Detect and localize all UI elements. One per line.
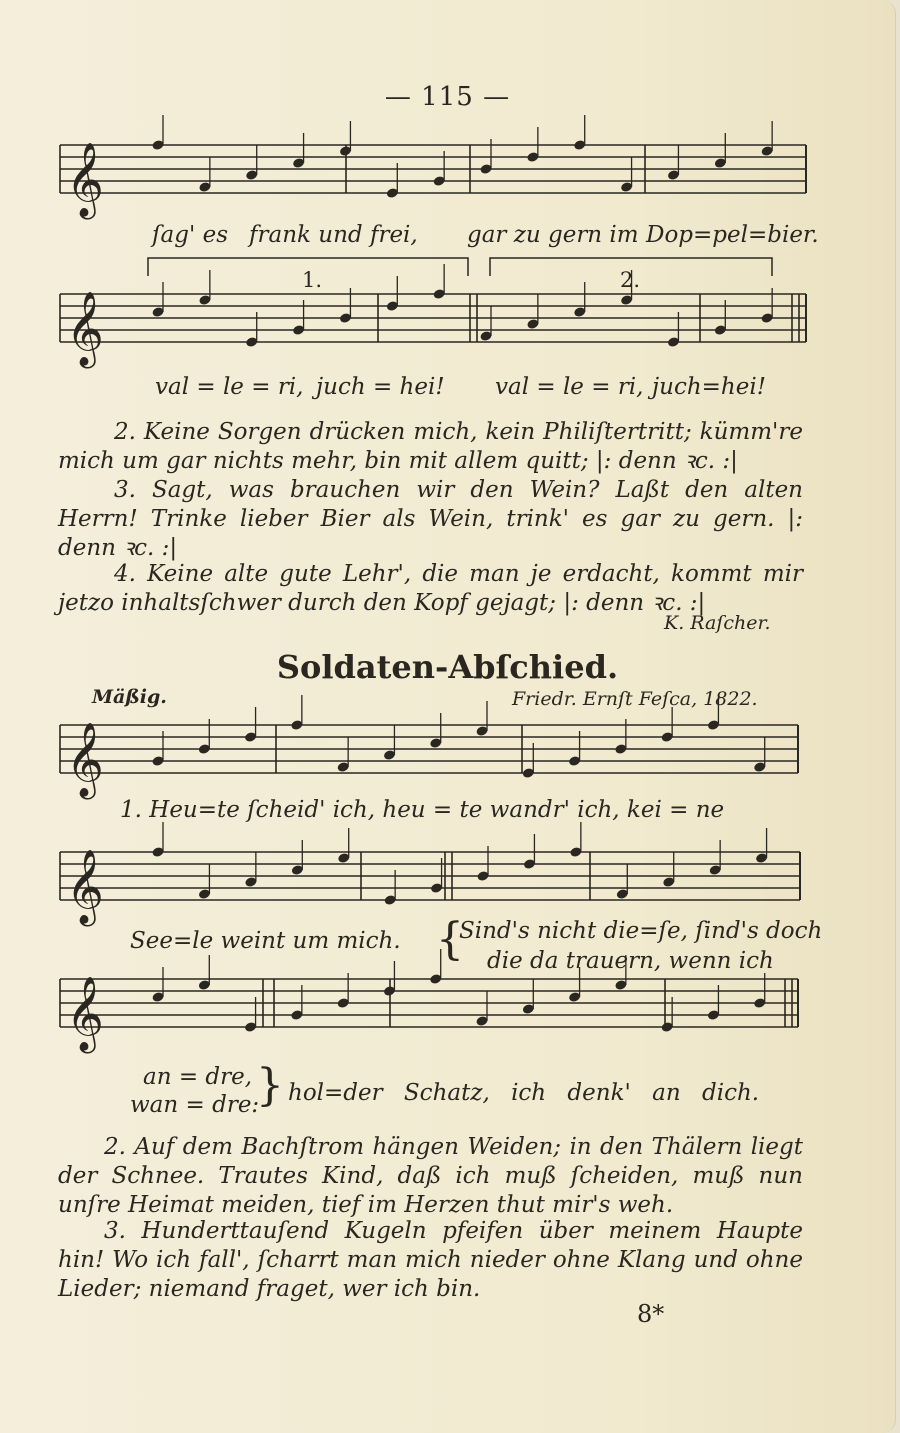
lyric-s2-c: val = le = ri,	[495, 374, 644, 400]
lyric-s2-a: val = le = ri,	[155, 374, 304, 400]
lyric-s2-b: juch = hei!	[316, 374, 445, 400]
lyric-s2-d: juch=hei!	[652, 374, 766, 400]
song1-author: K. Raſcher.	[664, 612, 771, 634]
lyric-s1-c: gar zu gern im	[467, 222, 639, 248]
treble-clef: 𝄞	[66, 850, 104, 924]
volta-1-label: 1.	[302, 268, 323, 292]
song1-verse-4: 4. Keine alte gute Lehr', die man je erdacht, kommt mir jetzo inhaltsſchwer durch den Kopf gejagt; |: denn ꝛc. :|	[58, 561, 803, 616]
song2-lyric-line2a: See=le weint um mich.	[130, 928, 401, 954]
composer: Friedr. Ernſt Feſca, 1822.	[512, 688, 758, 710]
song1-verse-3: 3. Sagt, was brauchen wir den Wein? Laßt den alten Herrn! Trinke lieber Bier als Wein, trink' es gar zu gern. |: denn ꝛc. :|	[58, 477, 803, 561]
lyric-s1-a: ſag' es	[152, 222, 228, 248]
song2-lyric-line2b2: die da trauern, wenn ich	[487, 948, 774, 974]
song2-title: Soldaten-Abſchied.	[276, 648, 619, 686]
treble-clef: 𝄞	[66, 723, 104, 797]
song2-verse-2: 2. Auf dem Bachſtrom hängen Weiden; in den Thälern liegt der Schnee. Trautes Kind, daß ich muß ſcheiden, muß nun unſre Heimat meiden, tief im Herzen thut mir's weh.	[58, 1134, 803, 1218]
tempo-marking: Mäßig.	[92, 686, 167, 708]
footer-mark: 8*	[637, 1300, 665, 1328]
song2-lyric-line3b: hol=der Schatz, ich denk' an dich.	[288, 1080, 760, 1106]
song2-lyric-line3a1: an = dre,	[143, 1064, 253, 1090]
brace-left: {	[436, 914, 464, 965]
lyric-s1-b: frank und frei,	[249, 222, 418, 248]
treble-clef: 𝄞	[66, 977, 104, 1051]
song1-verse-2: 2. Keine Sorgen drücken mich, kein Philiſtertritt; kümm're mich um gar nichts mehr, bin mit allem quitt; |: denn ꝛc. :|	[58, 419, 803, 474]
volta-2-label: 2.	[620, 268, 641, 292]
song2-verse-3: 3. Hunderttauſend Kugeln pfeifen über meinem Haupte hin! Wo ich fall', ſcharrt man mich nieder ohne Klang und ohne Lieder; niemand fraget, wer ich bin.	[58, 1218, 803, 1302]
song2-lyric-line2b1: Sind's nicht die=ſe, ſind's doch	[459, 918, 823, 944]
treble-clef: 𝄞	[66, 143, 104, 217]
song2-lyric-line3a2: wan = dre:	[130, 1092, 260, 1118]
song2-lyric-line1: 1. Heu=te ſcheid' ich, heu = te wandr' ich, kei = ne	[120, 797, 725, 823]
treble-clef: 𝄞	[66, 292, 104, 366]
lyric-s1-d: Dop=pel=bier.	[646, 222, 819, 248]
page-number: — 115 —	[384, 82, 511, 112]
brace-right: }	[256, 1060, 284, 1111]
